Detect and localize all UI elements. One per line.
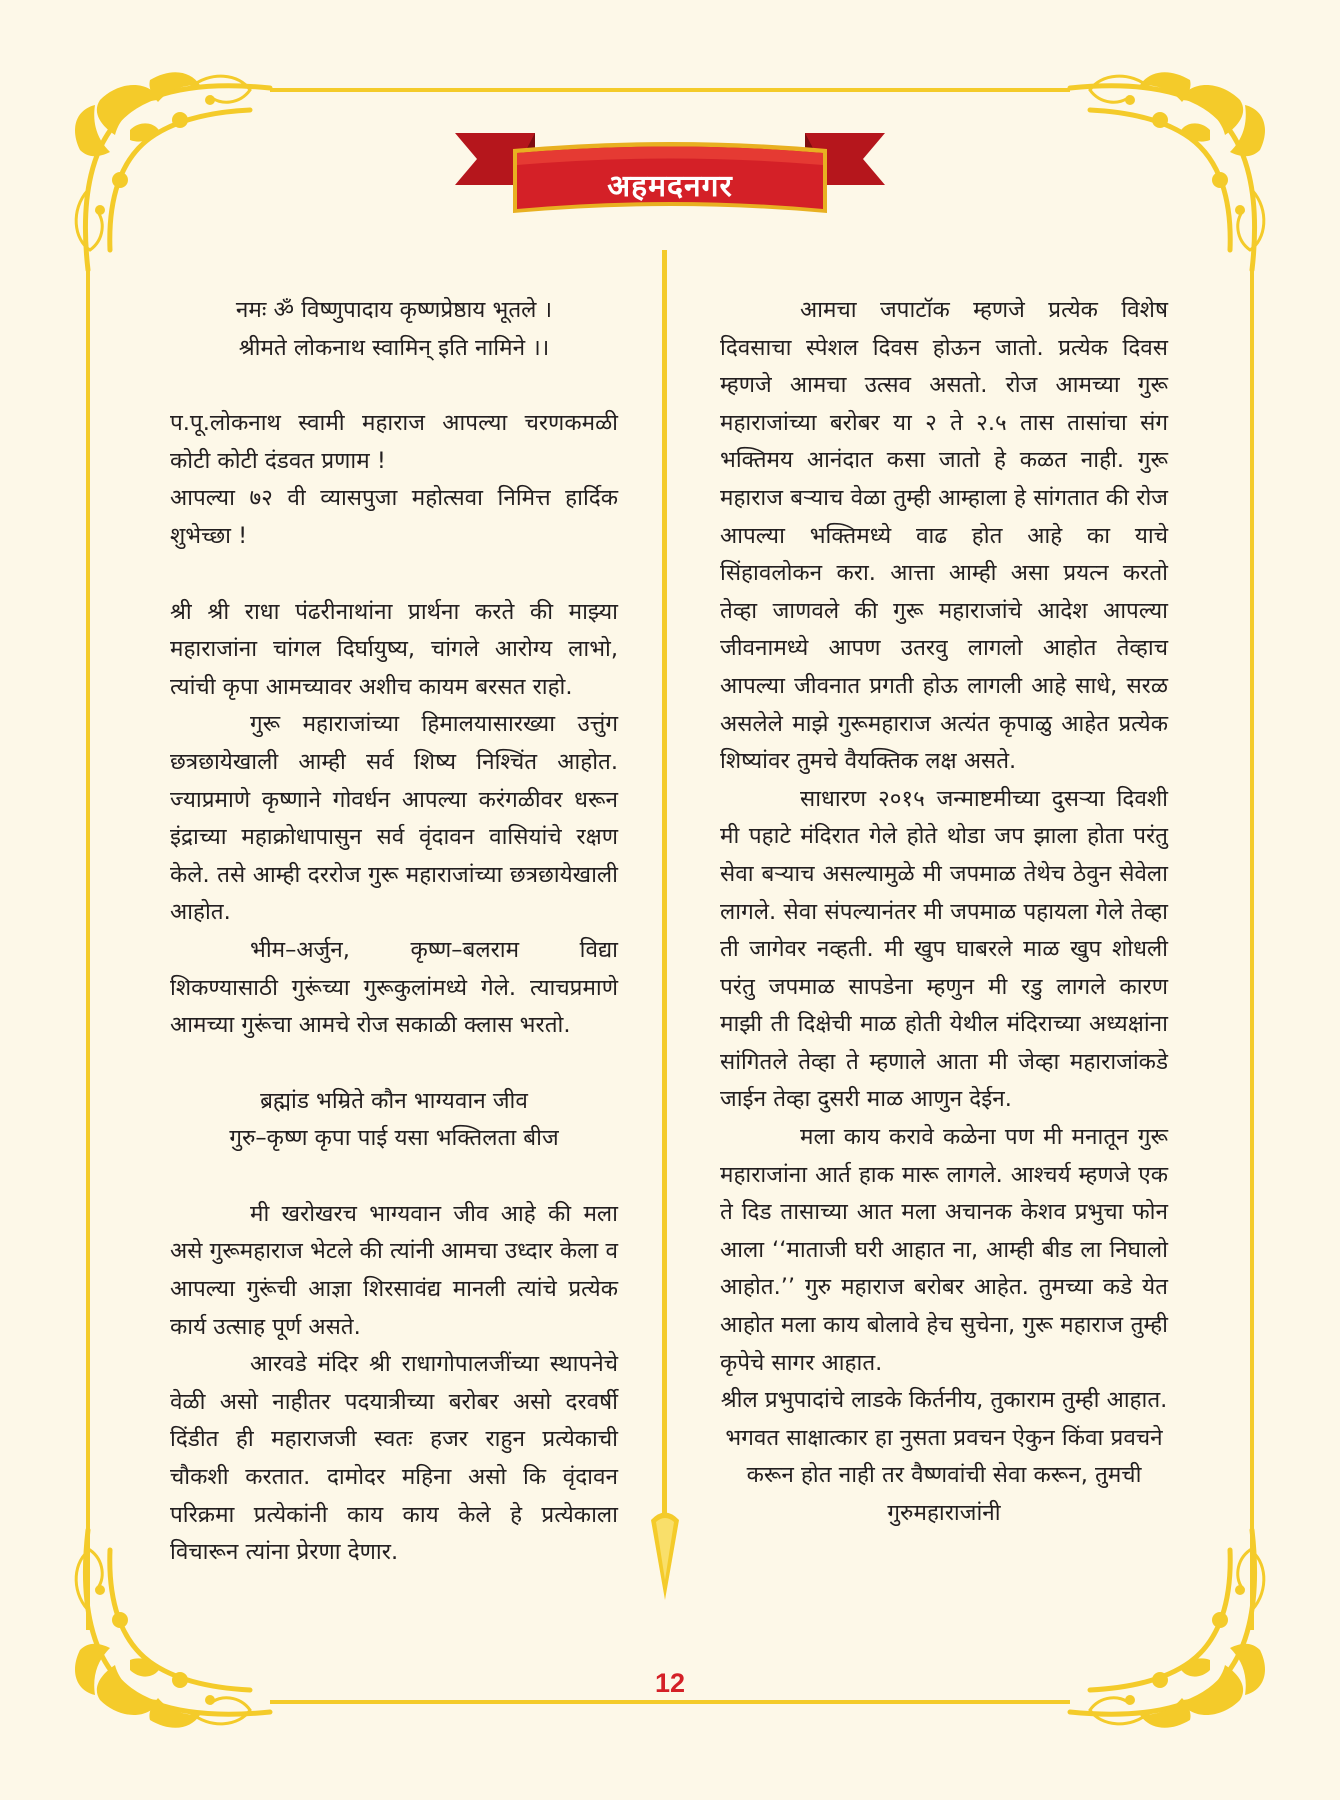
paragraph-gap — [170, 367, 618, 405]
corner-ornament-top-left — [60, 60, 290, 290]
border-top-line — [270, 88, 1070, 92]
page-number: 12 — [654, 1668, 686, 1698]
para-prayer: श्री श्री राधा पंढरीनाथांना प्रार्थना करते की माझ्या महाराजांना चांगल दिर्घायुष्य, चांगले आरोग्य लाभो, त्यांची कृपा आमच्यावर अशीच कायम बरसत राहो. — [170, 598, 618, 700]
right-text-column — [720, 292, 1168, 1533]
corner-ornament-top-right — [1050, 60, 1280, 290]
para-prabhupada: श्रील प्रभुपादांचे लाडके किर्तनीय, तुकाराम तुम्ही आहात. भगवत साक्षात्कार हा नुसता प्रवचन ऐकुन किंवा प्रवचने करून होत नाही तर वैष्णवांची सेवा करून, तुमची गुरुमहाराजांनी — [720, 1387, 1168, 1526]
shloka2-line1: ब्रह्मांड भम्रिते कौन भाग्यवान जीव — [260, 1087, 528, 1114]
para-aarvade: आरवडे मंदिर श्री राधागोपालजींच्या स्थापनेचे वेळी असो नाहीतर पदयात्रीच्या बरोबर असो दरवर्षी दिंडीत ही महाराजजी स्वतः हजर राहुन प्रत्येकाची चौकशी करतात. दामोदर महिना असो कि वृंदावन परिक्रमा प्रत्येकांनी काय काय केले हे प्रत्येकाला विचारून त्यांना प्रेरणा देणार. — [170, 1351, 618, 1566]
left-text-column — [170, 292, 618, 1572]
para-pranam: प.पू.लोकनाथ स्वामी महाराज आपल्या चरणकमळी कोटी कोटी दंडवत प्रणाम ! — [170, 410, 618, 474]
shloka1-line1: नमः ॐ विष्णुपादाय कृष्णप्रेष्ठाय भूतले । — [235, 297, 553, 323]
para-japatok: आमचा जपाटॉक म्हणजे प्रत्येक विशेष दिवसाचा स्पेशल दिवस होऊन जातो. प्रत्येक दिवस म्हणजे आमचा उत्सव असतो. रोज आमच्या गुरू महाराजांच्या बरोबर या २ ते २.५ तास तासांचा संग भक्तिमय आनंदात कसा जातो हे कळत नाही. गुरू महाराज बऱ्याच वेळा तुम्ही आम्हाला हे सांगतात की रोज आपल्या भक्तिमध्ये वाढ होत आहे का याचे सिंहावलोकन करा. आत्ता आम्ही असा प्रयत्न करतो तेव्हा जाणवले की गुरू महाराजांचे आदेश आपल्या जीवनामध्ये आपण उतरवु लागलो आहोत तेव्हाच आपल्या जीवनात प्रगती होऊ लागली आहे साधे, सरळ असलेले माझे गुरूमहाराज अत्यंत कृपाळु आहेत प्रत्येक शिष्यांवर तुमचे वैयक्तिक लक्ष असते. — [720, 297, 1168, 775]
column-divider — [645, 250, 685, 1630]
shloka1-line2: श्रीमते लोकनाथ स्वामिन् इति नामिने ।। — [238, 334, 550, 361]
paragraph-gap — [170, 1158, 618, 1196]
corner-ornament-bottom-right — [1050, 1510, 1280, 1740]
para-wishes: आपल्या ७२ वी व्यासपुजा महोत्सवा निमित्त हार्दिक शुभेच्छा ! — [170, 485, 618, 549]
border-right-line — [1250, 270, 1254, 1630]
para-call: मला काय करावे कळेना पण मी मनातून गुरू महाराजांना आर्त हाक मारू लागले. आश्चर्य म्हणजे एक ते दिड तासाच्या आत मला अचानक केशव प्रभुचा फोन आला ‘‘माताजी घरी आहात ना, आम्ही बीड ला निघालो आहोत.’’ गुरु महाराज बरोबर आहेत. तुमच्या कडे येत आहोत मला काय बोलावे हेच सुचेना, गुरू महाराज तुम्ही कृपेचे सागर आहात. — [720, 1124, 1168, 1376]
paragraph-gap — [170, 556, 618, 594]
shloka2-line2: गुरु–कृष्ण कृपा पाई यसा भक्तिलता बीज — [229, 1125, 559, 1152]
banner-title: अहमदनगर — [607, 169, 733, 204]
para-bhim: भीम–अर्जुन, कृष्ण–बलराम विद्या शिकण्यासाठी गुरूंच्या गुरूकुलांमध्ये गेले. त्याचप्रमाणे आमच्या गुरूंचा आमचे रोज सकाळी क्लास भरतो. — [170, 936, 618, 1039]
paragraph-gap — [170, 1045, 618, 1083]
border-left-line — [86, 270, 90, 1630]
para-bhagyavan: मी खरोखरच भाग्यवान जीव आहे की मला असे गुरूमहाराज भेटले की त्यांनी आमचा उध्दार केला व आपल्या गुरूंची आज्ञा शिरसावंद्य मानली त्यांचे प्रत्येक कार्य उत्साह पूर्ण असते. — [170, 1200, 618, 1340]
para-janmashtami: साधारण २०१५ जन्माष्टमीच्या दुसऱ्या दिवशी मी पहाटे मंदिरात गेले होते थोडा जप झाला होता परंतु सेवा बऱ्याच असल्यामुळे मी जपमाळ तेथेच ठेवुन सेवेला लागले. सेवा संपल्यानंतर मी जपमाळ पहायला गेले तेव्हा ती जागेवर नव्हती. मी खुप घाबरले माळ खुप शोधली परंतु जपमाळ सापडेना म्हणुन मी रडु लागले कारण माझी ती दिक्षेची माळ होती येथील मंदिराच्या अध्यक्षांना सांगितले तेव्हा ते म्हणाले आता मी जेव्हा महाराजांकडे जाईन तेव्हा दुसरी माळ आणुन देईन. — [720, 785, 1168, 1113]
border-bottom-line — [270, 1700, 1070, 1704]
para-himalaya: गुरू महाराजांच्या हिमालयासारख्या उत्तुंग छत्रछायेखाली आम्ही सर्व शिष्य निश्चिंत आहोत. ज्याप्रमाणे कृष्णाने गोवर्धन आपल्या करंगळीवर धरून इंद्राच्या महाक्रोधापासुन सर्व वृंदावन वासियांचे रक्षण केले. तसे आम्ही दररोज गुरू महाराजांच्या छत्रछायेखाली आहोत. — [170, 711, 618, 926]
